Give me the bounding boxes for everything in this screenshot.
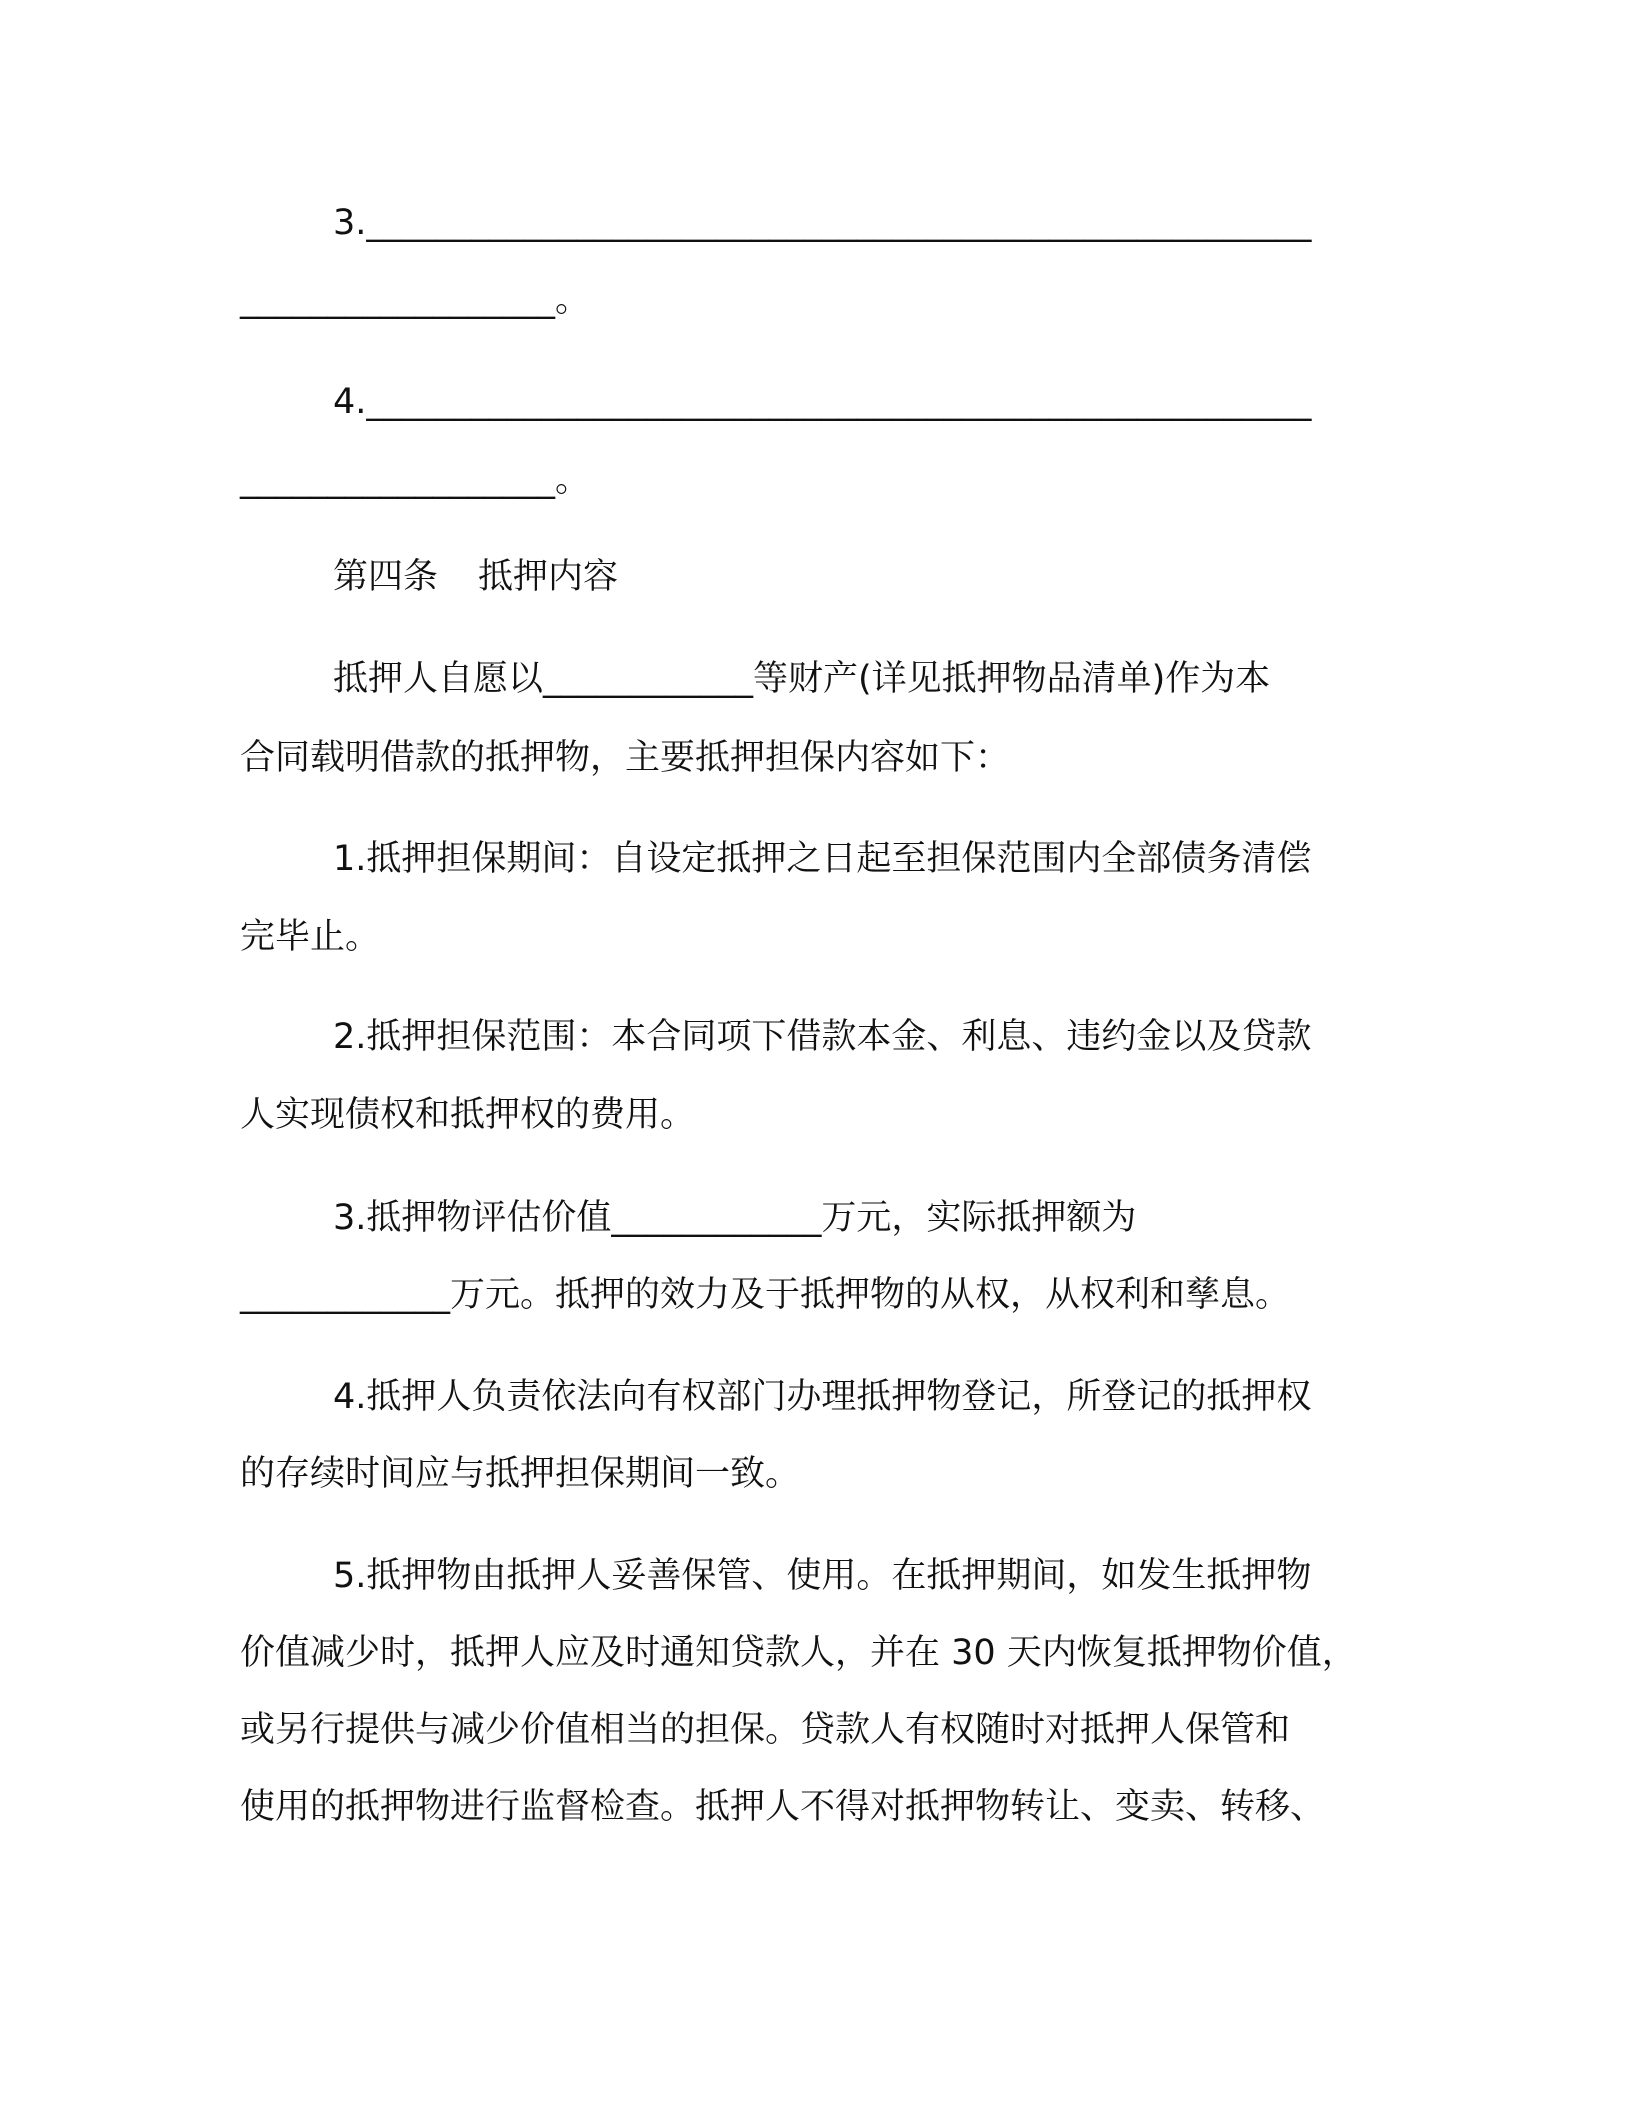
clause-5-continuation: 或另行提供与减少价值相当的担保。贷款人有权随时对抵押人保管和 xyxy=(240,1710,1291,1750)
clause-4-continuation: 的存续时间应与抵押担保期间一致。 xyxy=(240,1454,801,1494)
clause-4-line: 4.抵押人负责依法向有权部门办理抵押物登记，所登记的抵押权 xyxy=(333,1377,1312,1417)
article-title: 抵押内容 xyxy=(478,557,619,597)
item-3-blank-continuation: __________________。 xyxy=(240,280,591,320)
clause-1-continuation: 完毕止。 xyxy=(240,917,381,957)
article-number: 第四条 xyxy=(333,557,439,597)
article-four-heading xyxy=(333,552,618,602)
clause-1-line: 1.抵押担保期间：自设定抵押之日起至担保范围内全部债务清偿 xyxy=(333,839,1312,879)
clause-5-line: 5.抵押物由抵押人妥善保管、使用。在抵押期间，如发生抵押物 xyxy=(333,1556,1312,1596)
clause-5-continuation: 价值减少时，抵押人应及时通知贷款人，并在 30 天内恢复抵押物价值， xyxy=(240,1633,1357,1673)
clause-5-continuation: 使用的抵押物进行监督检查。抵押人不得对抵押物转让、变卖、转移、 xyxy=(240,1787,1326,1827)
paragraph-line: 抵押人自愿以____________等财产(详见抵押物品清单)作为本 xyxy=(333,659,1271,699)
paragraph-line: 合同载明借款的抵押物，主要抵押担保内容如下： xyxy=(240,738,1011,778)
item-3-blank-line: 3.______________________________________________________ xyxy=(333,203,1312,243)
clause-2-continuation: 人实现债权和抵押权的费用。 xyxy=(240,1095,696,1135)
item-4-blank-continuation: __________________。 xyxy=(240,460,591,500)
clause-3-continuation: ____________万元。抵押的效力及于抵押物的从权，从权利和孳息。 xyxy=(240,1275,1291,1315)
item-4-blank-line: 4.______________________________________________________ xyxy=(333,382,1312,422)
clause-2-line: 2.抵押担保范围：本合同项下借款本金、利息、违约金以及贷款 xyxy=(333,1017,1312,1057)
clause-3-line: 3.抵押物评估价值____________万元，实际抵押额为 xyxy=(333,1198,1137,1238)
